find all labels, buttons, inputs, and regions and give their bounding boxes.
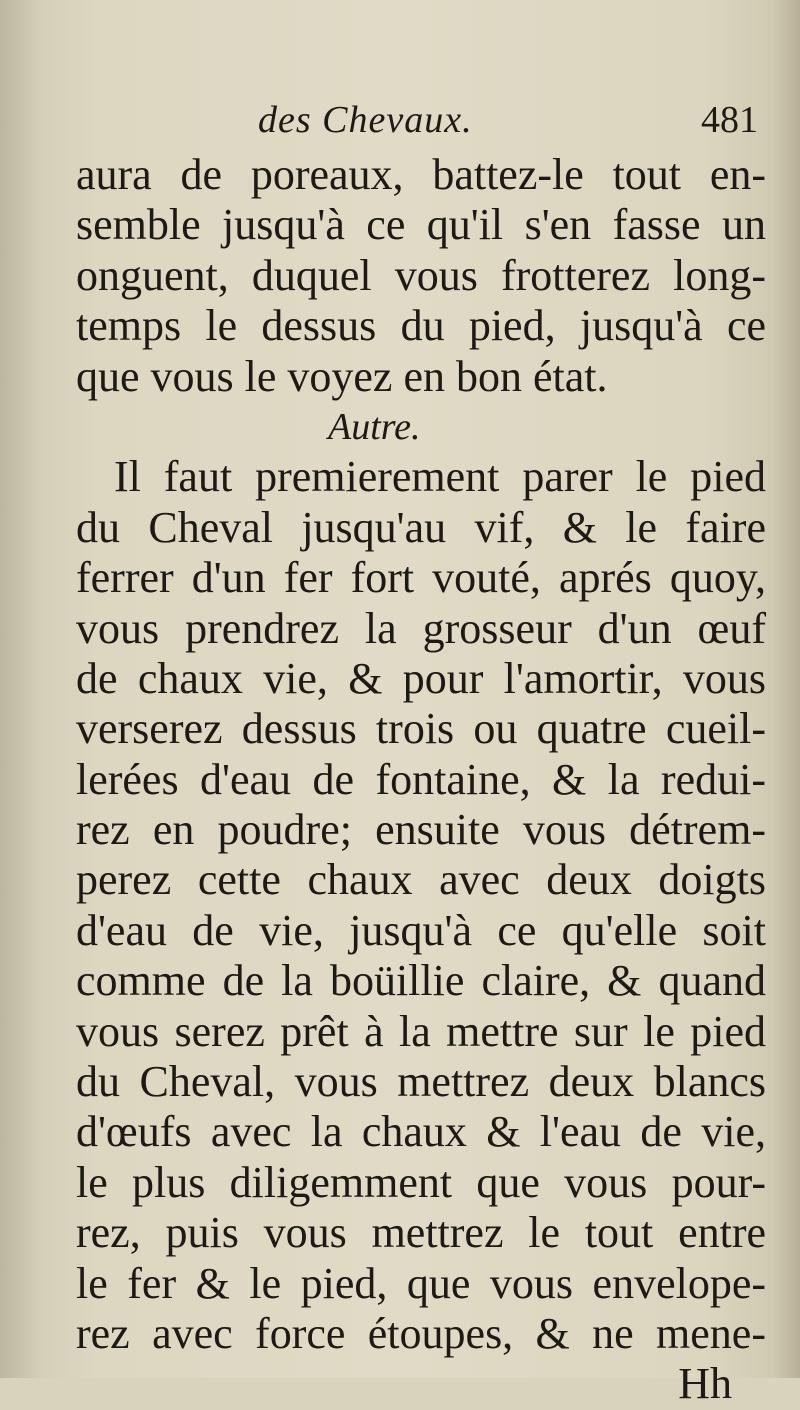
text-line: temps le dessus du pied, jusqu'à ce — [76, 301, 766, 351]
text-line: de chaux vie, & pour l'amortir, vous — [76, 653, 766, 703]
text-line: semble jusqu'à ce qu'il s'en fasse un — [76, 200, 766, 250]
text-line: vous prendrez la grosseur d'un œuf — [76, 603, 766, 653]
text-line: d'œufs avec la chaux & l'eau de vie, — [76, 1107, 766, 1157]
running-title: des Chevaux. — [258, 99, 473, 141]
section-heading: Autre. — [328, 405, 421, 448]
text-line: ferrer d'un fer fort vouté, aprés quoy, — [76, 553, 766, 603]
text-line: aura de poreaux, battez-le tout en- — [76, 150, 766, 199]
text-line: vous serez prêt à la mettre sur le pied — [76, 1006, 766, 1056]
text-line: le fer & le pied, que vous envelope- — [76, 1258, 766, 1308]
text-line: verserez dessus trois ou quatre cueil- — [76, 704, 766, 754]
text-line: le plus diligemment que vous pour- — [76, 1157, 766, 1207]
page-shadow-right — [772, 0, 800, 1378]
text-line: que vous le voyez en bon état. — [76, 351, 608, 401]
page-number: 481 — [701, 99, 758, 141]
text-line: onguent, duquel vous frotterez long- — [76, 250, 766, 300]
paragraph-2 — [76, 452, 766, 1359]
text-line: du Cheval jusqu'au vif, & le faire — [76, 502, 766, 552]
text-line: rez en poudre; ensuite vous détrem- — [76, 805, 766, 855]
text-line: Il faut premierement parer le pied — [114, 452, 766, 502]
text-block — [76, 98, 766, 1410]
text-line: perez cette chaux avec deux doigts — [76, 855, 766, 905]
running-head — [76, 98, 766, 150]
text-line: comme de la boüillie claire, & quand — [76, 956, 766, 1006]
catchword: Hh — [678, 1359, 732, 1409]
text-line: rez avec force étoupes, & ne mene- — [76, 1308, 766, 1358]
text-line: d'eau de vie, jusqu'à ce qu'elle soit — [76, 905, 766, 955]
paragraph-1 — [76, 150, 766, 402]
text-line: rez, puis vous mettrez le tout entre — [76, 1208, 766, 1258]
text-line: du Cheval, vous mettrez deux blancs — [76, 1057, 766, 1107]
text-line: lerées d'eau de fontaine, & la redui- — [76, 754, 766, 804]
page-shadow-left — [0, 0, 40, 1378]
